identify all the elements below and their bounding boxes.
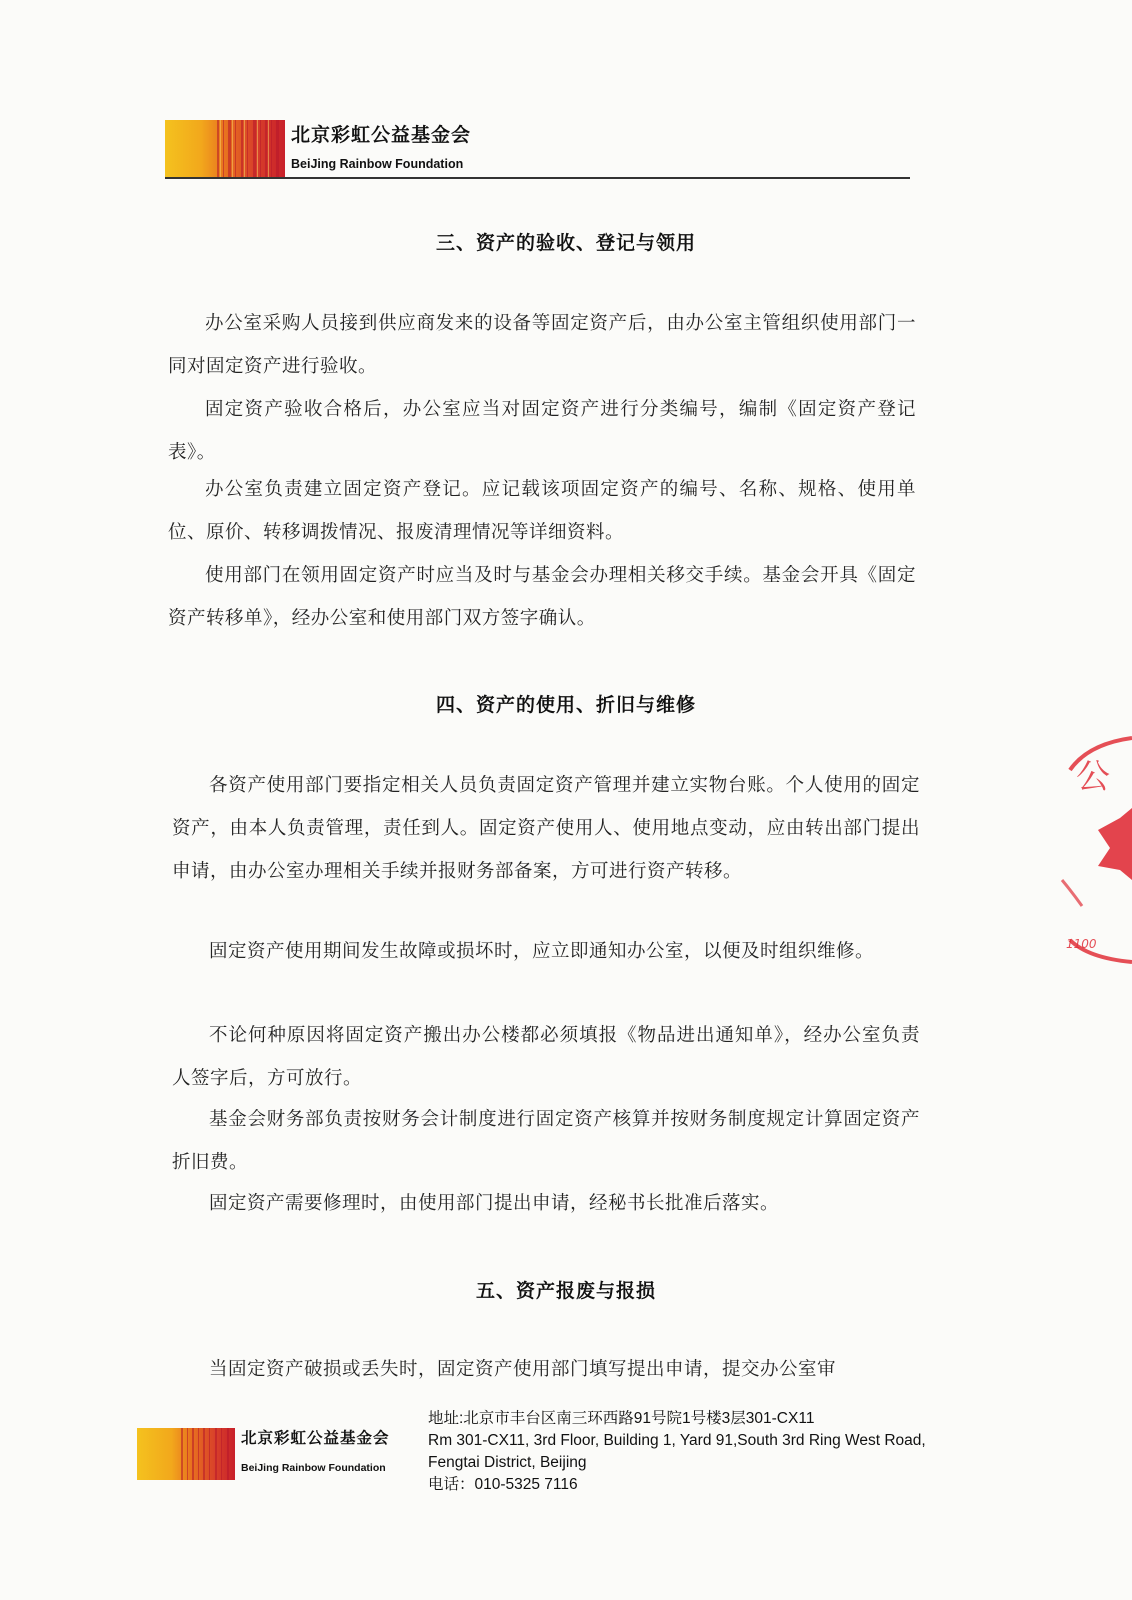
section-heading: 五、资产报废与报损 xyxy=(475,1280,656,1302)
footer-org-name-cn: 北京彩虹公益基金会 xyxy=(241,1429,390,1447)
paragraph: 办公室负责建立固定资产登记。应记载该项固定资产的编号、名称、规格、使用单位、原价、转移调拨情况、报废清理情况等详细资料。 xyxy=(168,479,916,543)
footer-phone: 电话：010-5325 7116 xyxy=(428,1476,578,1493)
paragraph: 办公室采购人员接到供应商发来的设备等固定资产后，由办公室主管组织使用部门一同对固定资产进行验收。 xyxy=(168,313,916,377)
paragraph: 基金会财务部负责按财务会计制度进行固定资产核算并按财务制度规定计算固定资产折旧费。 xyxy=(172,1109,920,1173)
paragraph: 固定资产使用期间发生故障或损坏时，应立即通知办公室，以便及时组织维修。 xyxy=(209,941,875,962)
footer-address-cn: 地址:北京市丰台区南三环西路91号院1号楼3层301-CX11 xyxy=(428,1410,815,1427)
paragraph: 固定资产验收合格后，办公室应当对固定资产进行分类编号，编制《固定资产登记表》。 xyxy=(168,399,916,463)
footer-address xyxy=(428,1408,988,1496)
paragraph: 使用部门在领用固定资产时应当及时与基金会办理相关移交手续。基金会开具《固定资产转移单》，经办公室和使用部门双方签字确认。 xyxy=(168,565,916,629)
seal-char: 公 xyxy=(1076,757,1110,797)
paragraph: 固定资产需要修理时，由使用部门提出申请，经秘书长批准后落实。 xyxy=(209,1193,780,1214)
paragraph: 不论何种原因将固定资产搬出办公楼都必须填报《物品进出通知单》，经办公室负责人签字后，方可放行。 xyxy=(172,1025,920,1089)
footer-org-name-en: BeiJing Rainbow Foundation xyxy=(241,1462,386,1474)
paragraph: 各资产使用部门要指定相关人员负责固定资产管理并建立实物台账。个人使用的固定资产，由本人负责管理，责任到人。固定资产使用人、使用地点变动，应由转出部门提出申请，由办公室办理相关手续并报财务部备案，方可进行资产转移。 xyxy=(172,775,920,882)
footer-address-en-line2: Fengtai District, Beijing xyxy=(428,1454,587,1471)
rainbow-logo-icon xyxy=(165,120,285,178)
header-org-name-cn: 北京彩虹公益基金会 xyxy=(291,124,472,146)
seal-digits: 1100 xyxy=(1066,937,1097,951)
section-heading: 四、资产的使用、折旧与维修 xyxy=(435,694,696,716)
letterhead xyxy=(165,116,910,182)
paragraph: 当固定资产破损或丢失时，固定资产使用部门填写提出申请，提交办公室审 xyxy=(209,1359,837,1380)
footer-address-en-line1: Rm 301-CX11, 3rd Floor, Building 1, Yard 91,South 3rd Ring West Road, xyxy=(428,1432,926,1449)
header-divider xyxy=(165,177,910,179)
section-heading: 三、资产的验收、登记与领用 xyxy=(435,232,696,254)
footer-rainbow-logo-icon xyxy=(137,1428,235,1480)
header-org-name-en: BeiJing Rainbow Foundation xyxy=(291,157,464,171)
official-seal-icon xyxy=(1058,730,1132,970)
